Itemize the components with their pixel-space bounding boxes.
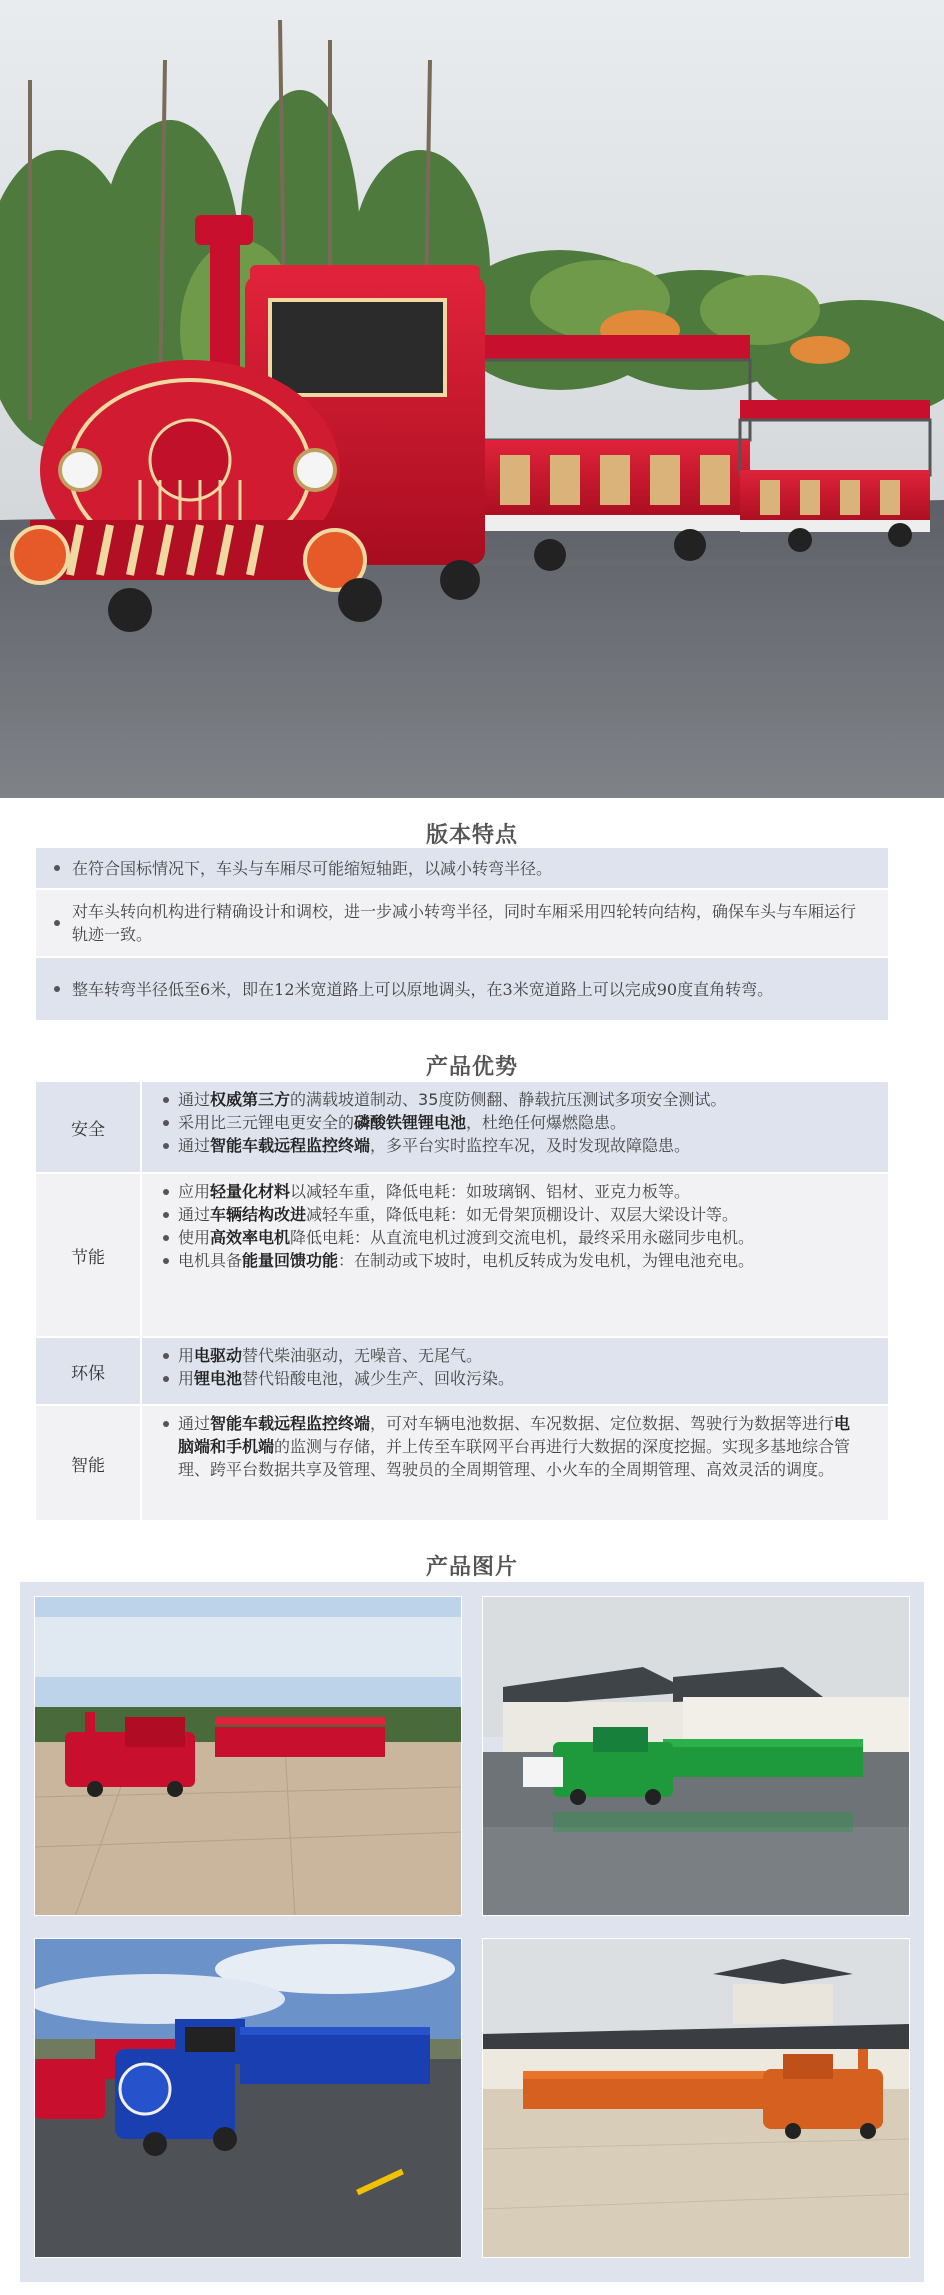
feature-text: 对车头转向机构进行精确设计和调校，进一步减小转弯半径，同时车厢采用四轮转向结构，确保车头与车厢运行轨迹一致。 [72,902,857,944]
hero-photo [0,0,944,798]
advantage-item: 电机具备能量回馈功能：在制动或下坡时，电机反转成为发电机，为锂电池充电。 [178,1249,852,1272]
advantage-row-safety [36,1082,888,1174]
feature-text: 整车转弯半径低至6米，即在12米宽道路上可以原地调头，在3米宽道路上可以完成90度直角转弯。 [72,979,774,999]
feature-item [36,958,888,1022]
gallery-photo-red-train [34,1596,462,1916]
advantage-row-smart [36,1406,888,1522]
advantage-item: 采用比三元锂电更安全的磷酸铁锂锂电池，杜绝任何爆燃隐患。 [178,1111,852,1134]
features-title: 版本特点 [425,823,518,848]
red-train-illustration [0,0,944,798]
advantage-item: 用电驱动替代柴油驱动，无噪音、无尾气。 [178,1344,852,1367]
advantage-body [142,1174,888,1336]
advantage-category: 智能 [36,1406,142,1520]
advantages-title: 产品优势 [425,1055,518,1080]
advantage-body [142,1082,888,1172]
advantage-row-eco [36,1338,888,1406]
advantage-category: 环保 [36,1338,142,1404]
product-gallery [20,1582,924,2282]
advantage-item: 通过权威第三方的满载坡道制动、35度防侧翻、静载抗压测试多项安全测试。 [178,1088,852,1111]
gallery-photo-orange-train [482,1938,910,2258]
gallery-photo-blue-train [34,1938,462,2258]
advantage-row-energy [36,1174,888,1338]
gallery-photo-green-train [482,1596,910,1916]
feature-item [36,890,888,958]
advantages-table [36,1082,888,1522]
advantage-category: 节能 [36,1174,142,1336]
advantage-item: 通过智能车载远程监控终端，可对车辆电池数据、车况数据、定位数据、驾驶行为数据等进行电脑端和手机端的监测与存储，并上传至车联网平台再进行大数据的深度挖掘。实现多基地综合管理、跨平台数据共享及管理、驾驶员的全周期管理、小火车的全周期管理、高效灵活的调度。 [178,1414,851,1479]
advantage-body [142,1338,888,1404]
advantage-item: 通过智能车载远程监控终端，多平台实时监控车况，及时发现故障隐患。 [178,1134,852,1157]
advantage-item: 用锂电池替代铅酸电池，减少生产、回收污染。 [178,1367,852,1390]
advantage-body [142,1406,888,1520]
advantage-item: 使用高效率电机降低电耗：从直流电机过渡到交流电机，最终采用永磁同步电机。 [178,1226,852,1249]
features-list [36,848,888,1022]
advantage-category: 安全 [36,1082,142,1172]
feature-text: 在符合国标情况下，车头与车厢尽可能缩短轴距，以减小转弯半径。 [72,858,553,878]
advantage-item: 通过车辆结构改进减轻车重，降低电耗：如无骨架顶棚设计、双层大梁设计等。 [178,1203,852,1226]
feature-item [36,848,888,890]
advantage-item: 应用轻量化材料以减轻车重，降低电耗：如玻璃钢、铝材、亚克力板等。 [178,1180,852,1203]
gallery-title: 产品图片 [425,1555,518,1580]
